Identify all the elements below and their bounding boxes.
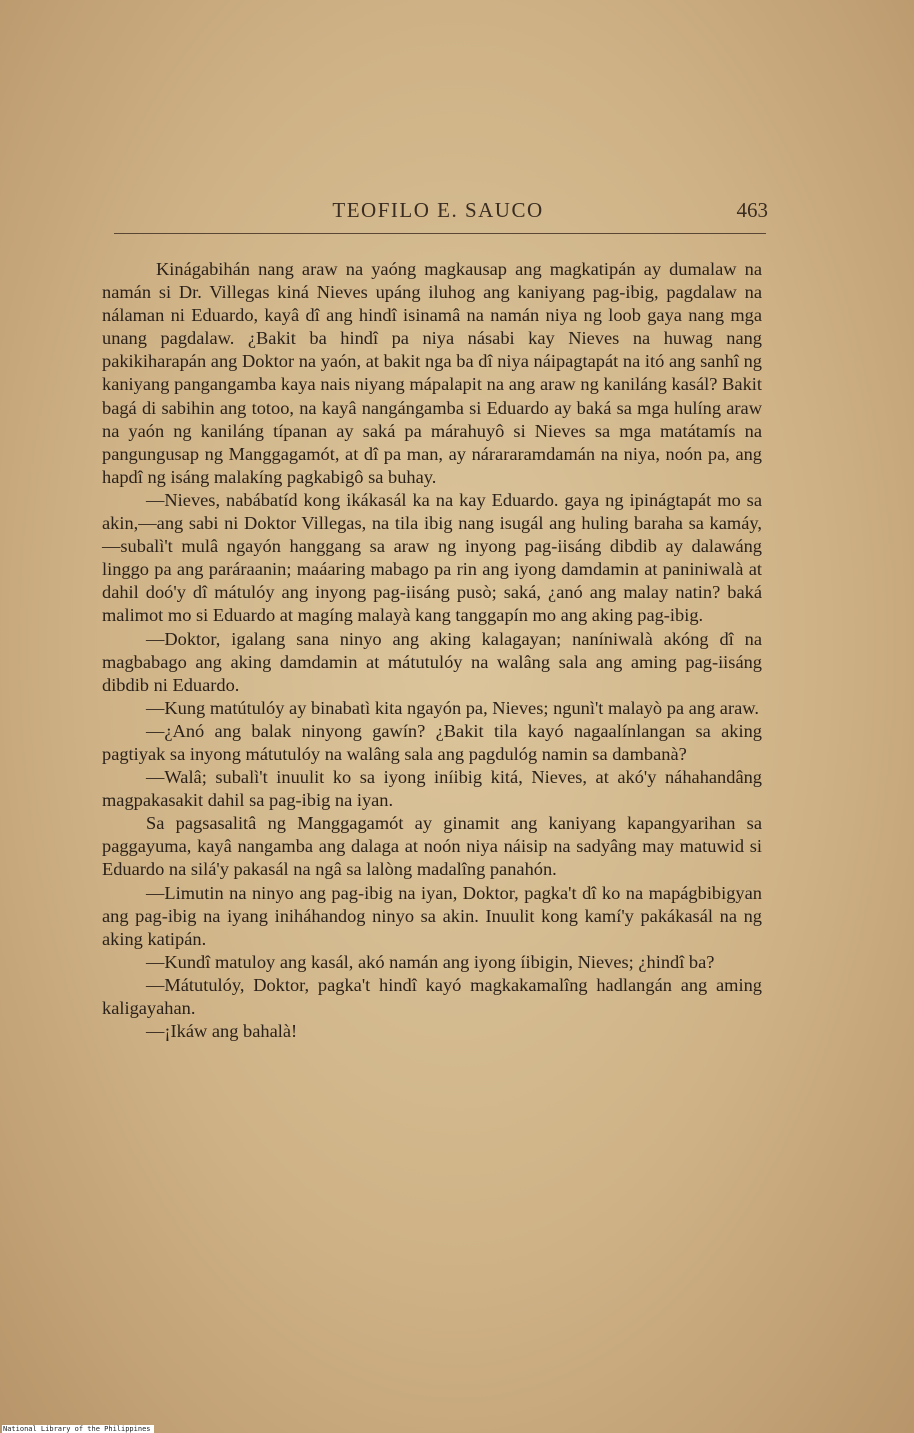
paragraph: —Kung matútulóy ay binabatì kita ngayón pa, Nieves; ngunì't malayò pa ang araw. bbox=[146, 697, 759, 718]
page-number: 463 bbox=[736, 198, 768, 222]
header-rule bbox=[114, 233, 766, 235]
paragraph: —¡Ikáw ang bahalà! bbox=[146, 1021, 298, 1042]
paragraph: —Limutin na ninyo ang pag-ibig na iyan, Doktor, pagka't dî ko na mapágbibigyan ang pag-ibig na iyang iniháhandog ninyo sa akin. Inuulit kong kamí'y pakákasál na ng aking katipán. bbox=[102, 882, 762, 949]
paragraph: —Walâ; subalì't inuulit ko sa iyong iníibig kitá, Nieves, at akó'y náhahandâng magpakasakit dahil sa pag-ibig na iyan. bbox=[102, 767, 762, 811]
paragraph: —Kundî matuloy ang kasál, akó namán ang iyong íibigin, Nieves; ¿hindî ba? bbox=[146, 951, 715, 972]
paragraph: —Doktor, igalang sana ninyo ang aking kalagayan; naníniwalà akóng dî na magbabago ang aking damdamin at mátutulóy na walâng sala ang aming pag-iisáng dibdib ni Eduardo. bbox=[102, 628, 762, 695]
running-title: TEOFILO E. SAUCO bbox=[332, 198, 544, 222]
paragraph: —¿Anó ang balak ninyong gawín? ¿Bakit tila kayó nagaalínlangan sa aking pagtiyak sa inyong mátutulóy na walâng sala ang pagdulóg namin sa dambanà? bbox=[102, 720, 762, 764]
paragraph: —Mátutulóy, Doktor, pagka't hindî kayó magkakamalîng hadlangán ang aming kaligayahan. bbox=[102, 974, 762, 1018]
running-head bbox=[108, 198, 768, 228]
library-credit: National Library of the Philippines bbox=[2, 1425, 154, 1433]
body-text bbox=[102, 258, 762, 1043]
paragraph: Kinágabihán nang araw na yaóng magkausap ang magkatipán ay dumalaw na namán si Dr. Villegas kiná Nieves upáng iluhog ang kaniyang pag-ibig, pagdalaw na nálaman ni Eduardo, kayâ dî ang hindî isinamâ na namán niya ng loob gaya nang mga unang pagdalaw. ¿Bakit ba hindî pa niya násabi kay Nieves na huwag nang pakikiharapán ang Doktor na yaón, at bakit nga ba dî niya náipagtapát na itó ang sanhî ng kaniyang pangangamba kaya nais niyang mápalapit na ang araw ng kaniláng kasál? Bakit bagá di sabihin ang totoo, na kayâ nangángamba si Eduardo ay baká sa mga hulíng araw na yaón ng kaniláng típanan ay saká pa márahuyô si Nieves sa mga matátamís na pangungusap ng Manggagamót, at dî pa man, ay nárararamdamán na niya, noón pa, ang hapdî ng isáng malakíng pagkabigô sa buhay. bbox=[102, 259, 762, 487]
paragraph: —Nieves, nabábatíd kong ikákasál ka na kay Eduardo. gaya ng ipinágtapát mo sa akin,—ang sabi ni Doktor Villegas, na tila ibig nang isugál ang huling baraha sa kamáy,—subalì't mulâ ngayón hanggang sa araw ng inyong pag-iisáng dibdib ay dalawáng linggo pa ang paráraanin; maáaring mabago pa rin ang iyong damdamin at paniniwalà at dahil doó'y dî mátulóy ang inyong pag-iisáng pusò; saká, ¿anó ang malay natin? baká malimot mo si Eduardo at magíng malayà kang tanggapín mo ang aking pag-ibig. bbox=[102, 489, 762, 626]
paragraph: Sa pagsasalitâ ng Manggagamót ay ginamit ang kaniyang kapangyarihan sa paggayuma, kayâ nangamba ang dalaga at noón niya náisip na sadyâng may matuwid si Eduardo na silá'y pakasál na ngâ sa lalòng madalîng panahón. bbox=[102, 813, 762, 880]
